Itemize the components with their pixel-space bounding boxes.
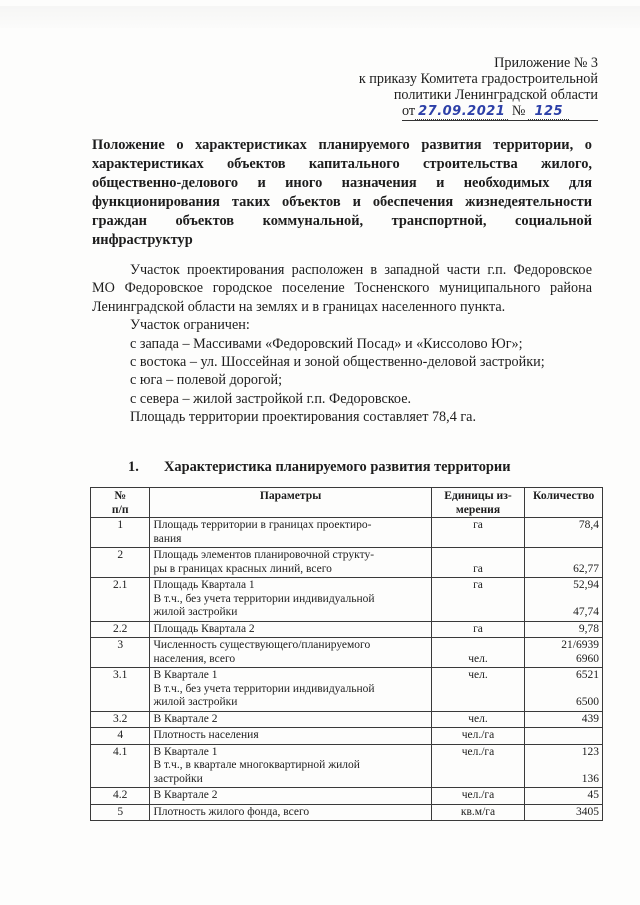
committee-name: политики Ленинградской области bbox=[393, 87, 598, 103]
appendix-number: Приложение № 3 bbox=[494, 55, 598, 71]
row-param: Площадь Квартала 1 В т.ч., без учета территории индивидуальной жилой застройки bbox=[150, 578, 431, 622]
row-num: 2 bbox=[91, 548, 150, 578]
row-unit: чел. bbox=[431, 711, 525, 728]
location-paragraph: Участок проектирования расположен в западной части г.п. Федоровское МО Федоровское городское поселение Тосненского муниципального района Ленинградской области на землях и в границах населенного пункта. bbox=[92, 262, 592, 315]
table-row bbox=[91, 621, 603, 638]
table-row bbox=[91, 518, 603, 548]
header-num: № п/п bbox=[91, 488, 150, 518]
parameters-table bbox=[90, 487, 603, 821]
row-qty: 52,94 47,74 bbox=[525, 578, 603, 622]
row-param: Плотность жилого фонда, всего bbox=[150, 804, 431, 821]
table-row bbox=[91, 711, 603, 728]
row-num: 1 bbox=[91, 518, 150, 548]
bound-east: с востока – ул. Шоссейная и зоной общественно-деловой застройки; bbox=[130, 354, 545, 371]
row-num: 2.2 bbox=[91, 621, 150, 638]
table-row bbox=[91, 668, 603, 712]
row-param: В Квартале 1 В т.ч., в квартале многоквартирной жилой застройки bbox=[150, 744, 431, 788]
row-qty: 78,4 bbox=[525, 518, 603, 548]
table-header-row bbox=[91, 488, 603, 518]
row-num: 4.1 bbox=[91, 744, 150, 788]
row-param: Площадь элементов планировочной структу- ры в границах красных линий, всего bbox=[150, 548, 431, 578]
section-title: Характеристика планируемого развития территории bbox=[164, 459, 511, 475]
table-row bbox=[91, 578, 603, 622]
header-param: Параметры bbox=[150, 488, 431, 518]
bound-north: с севера – жилой застройкой г.п. Федоровское. bbox=[130, 390, 412, 407]
bounds-intro: Участок ограничен: bbox=[130, 317, 250, 334]
row-unit: га bbox=[431, 518, 525, 548]
row-param: Численность существующего/планируемого населения, всего bbox=[150, 638, 431, 668]
bound-south: с юга – полевой дорогой; bbox=[130, 372, 283, 389]
row-num: 4.2 bbox=[91, 788, 150, 805]
row-param: Плотность населения bbox=[150, 728, 431, 745]
row-qty: 123 136 bbox=[525, 744, 603, 788]
row-qty: 45 bbox=[525, 788, 603, 805]
table-row bbox=[91, 804, 603, 821]
row-unit: га bbox=[431, 578, 525, 622]
table-row bbox=[91, 548, 603, 578]
row-num: 4 bbox=[91, 728, 150, 745]
row-param: Площадь территории в границах проектиро- вания bbox=[150, 518, 431, 548]
row-num: 2.1 bbox=[91, 578, 150, 622]
table-row bbox=[91, 744, 603, 788]
area-paragraph: Площадь территории проектирования составляет 78,4 га. bbox=[130, 409, 477, 426]
table-row bbox=[91, 728, 603, 745]
row-unit: чел. bbox=[431, 638, 525, 668]
section-heading bbox=[128, 459, 511, 476]
document-title: Положение о характеристиках планируемого развития территории, о характеристиках объектов капитального строительства жилого, общественно-делового и иного назначения и необходимых для функционирования таких объектов и обеспечения жизнедеятельности граждан объектов коммунальной, транспортной, социальной инфраструктур bbox=[92, 137, 592, 248]
row-qty: 62,77 bbox=[525, 548, 603, 578]
row-unit: чел. bbox=[431, 668, 525, 712]
appendix-header bbox=[298, 55, 598, 121]
number-prefix: № bbox=[511, 103, 526, 119]
bound-west: с запада – Массивами «Федоровский Посад» и «Киссолово Юг»; bbox=[130, 335, 523, 352]
row-unit: чел./га bbox=[431, 788, 525, 805]
section-number: 1. bbox=[128, 459, 139, 475]
row-num: 3.2 bbox=[91, 711, 150, 728]
row-qty: 21/6939 6960 bbox=[525, 638, 603, 668]
row-qty: 3405 bbox=[525, 804, 603, 821]
header-unit: Единицы из- мерения bbox=[431, 488, 525, 518]
row-qty: 9,78 bbox=[525, 621, 603, 638]
handwritten-order-number: 125 bbox=[528, 104, 569, 120]
row-num: 3.1 bbox=[91, 668, 150, 712]
row-unit: кв.м/га bbox=[431, 804, 525, 821]
row-qty bbox=[525, 728, 603, 745]
date-prefix: от bbox=[402, 103, 416, 119]
row-num: 5 bbox=[91, 804, 150, 821]
handwritten-date: 27.09.2021 bbox=[415, 104, 508, 120]
row-param: В Квартале 1 В т.ч., без учета территории индивидуальной жилой застройки bbox=[150, 668, 431, 712]
row-qty: 439 bbox=[525, 711, 603, 728]
row-param: Площадь Квартала 2 bbox=[150, 621, 431, 638]
row-unit: га bbox=[431, 548, 525, 578]
scan-artifact bbox=[0, 6, 640, 28]
table-row bbox=[91, 788, 603, 805]
row-param: В Квартале 2 bbox=[150, 788, 431, 805]
row-param: В Квартале 2 bbox=[150, 711, 431, 728]
header-qty: Количество bbox=[525, 488, 603, 518]
order-reference: к приказу Комитета градостроительной bbox=[358, 71, 598, 87]
row-num: 3 bbox=[91, 638, 150, 668]
order-date-line bbox=[402, 103, 598, 121]
document-body bbox=[92, 261, 592, 427]
table-row bbox=[91, 638, 603, 668]
row-unit: чел./га bbox=[431, 728, 525, 745]
row-qty: 6521 6500 bbox=[525, 668, 603, 712]
row-unit: чел./га bbox=[431, 744, 525, 788]
row-unit: га bbox=[431, 621, 525, 638]
